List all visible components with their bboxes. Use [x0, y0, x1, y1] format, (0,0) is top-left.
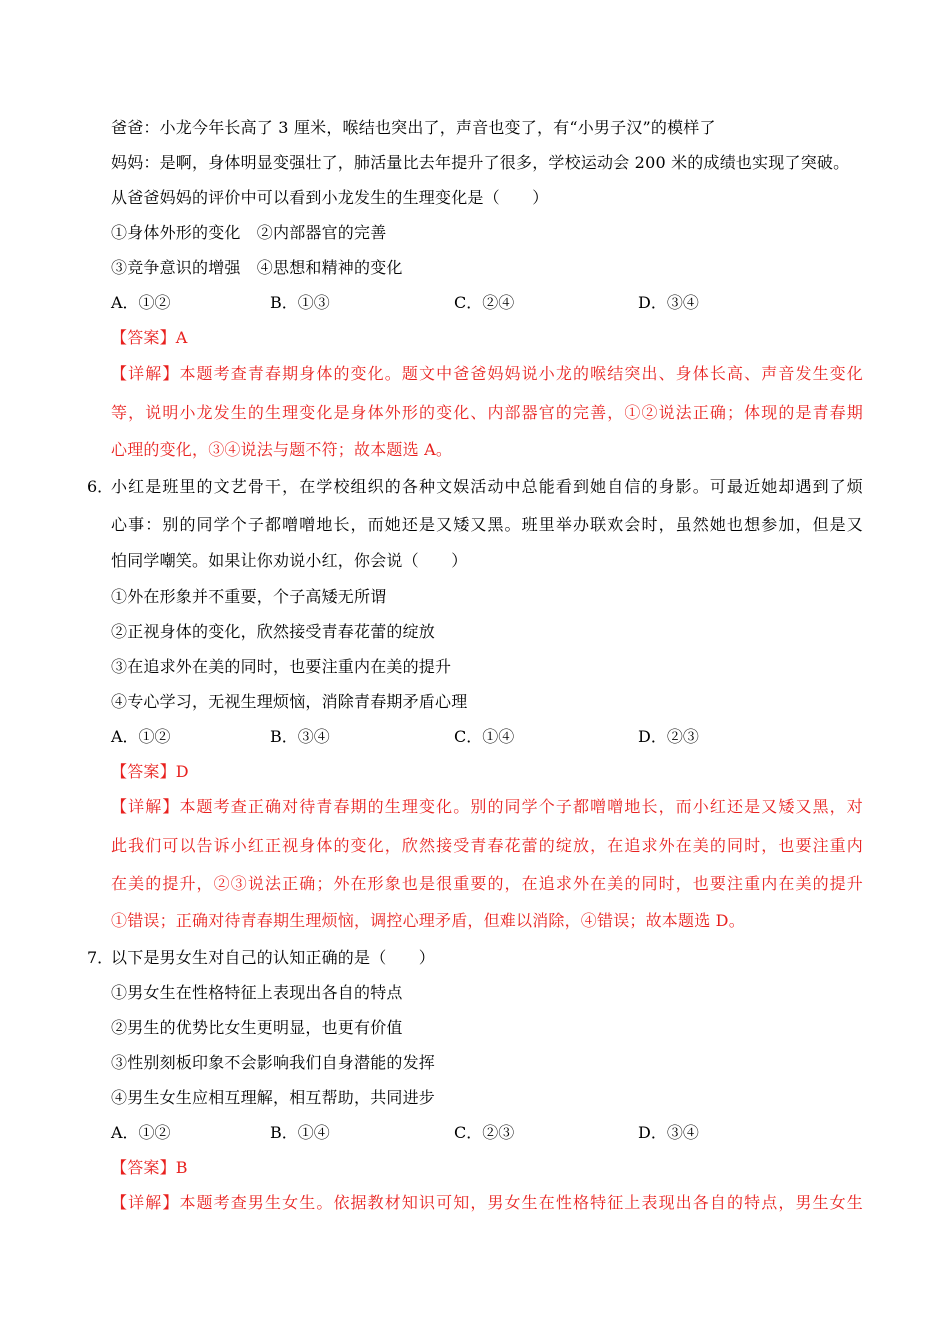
q6-statement-3: ③在追求外在美的同时，也要注重内在美的提升 — [111, 657, 452, 676]
q7-statement-1: ①男女生在性格特征上表现出各自的特点 — [111, 983, 403, 1002]
q6-stem-line-2: 心事：别的同学个子都噌噌地长，而她还是又矮又黑。班里举办联欢会时，虽然她也想参加，但是又 — [111, 515, 863, 534]
q7-answer: 【答案】B — [111, 1158, 188, 1177]
q7-number: 7． — [87, 948, 114, 967]
q7-option-d: D．③④ — [638, 1123, 699, 1142]
q5-explanation-line-2: 等，说明小龙发生的生理变化是身体外形的变化、内部器官的完善，①②说法正确；体现的是青春期 — [111, 403, 863, 422]
q5-statements-3-4: ③竞争意识的增强 ④思想和精神的变化 — [111, 258, 403, 277]
q6-stem-line-3: 怕同学嘲笑。如果让你劝说小红，你会说（ ） — [111, 551, 468, 570]
q5-option-c: C．②④ — [454, 293, 515, 312]
q7-statement-2: ②男生的优势比女生更明显，也更有价值 — [111, 1018, 403, 1037]
q6-answer: 【答案】D — [111, 762, 189, 781]
q6-number: 6． — [87, 477, 114, 496]
q5-option-b: B．①③ — [270, 293, 330, 312]
q6-explanation-line-2: 此我们可以告诉小红正视身体的变化，欣然接受青春花蕾的绽放，在追求外在美的同时，也要注重内 — [111, 836, 863, 855]
q5-explanation-line-3: 心理的变化，③④说法与题不符；故本题选 A。 — [111, 440, 453, 459]
q7-statement-4: ④男生女生应相互理解，相互帮助，共同进步 — [111, 1088, 436, 1107]
q6-statement-1: ①外在形象并不重要，个子高矮无所谓 — [111, 587, 387, 606]
q7-stem: 以下是男女生对自己的认知正确的是（ ） — [111, 948, 436, 967]
q5-option-d: D．③④ — [638, 293, 699, 312]
q7-statement-3: ③性别刻板印象不会影响我们自身潜能的发挥 — [111, 1053, 436, 1072]
q5-statements-1-2: ①身体外形的变化 ②内部器官的完善 — [111, 223, 387, 242]
q6-option-b: B．③④ — [270, 727, 330, 746]
q6-statement-2: ②正视身体的变化，欣然接受青春花蕾的绽放 — [111, 622, 436, 641]
q5-stem: 从爸爸妈妈的评价中可以看到小龙发生的生理变化是（ ） — [111, 188, 549, 207]
q7-explanation-line-1: 【详解】本题考查男生女生。依据教材知识可知，男女生在性格特征上表现出各自的特点，男生女生 — [111, 1193, 863, 1212]
q5-dialogue-father: 爸爸：小龙今年长高了 3 厘米，喉结也突出了，声音也变了，有“小男子汉”的模样了 — [111, 118, 716, 137]
q5-explanation-line-1: 【详解】本题考查青春期身体的变化。题文中爸爸妈妈说小龙的喉结突出、身体长高、声音发生变化 — [111, 364, 863, 383]
q7-option-b: B．①④ — [270, 1123, 330, 1142]
q5-answer: 【答案】A — [111, 328, 188, 347]
q6-option-a: A．①② — [111, 727, 171, 746]
q6-statement-4: ④专心学习，无视生理烦恼，消除青春期矛盾心理 — [111, 692, 468, 711]
q6-stem-line-1: 小红是班里的文艺骨干，在学校组织的各种文娱活动中总能看到她自信的身影。可最近她却遇到了烦 — [111, 477, 863, 496]
q6-explanation-line-3: 在美的提升，②③说法正确；外在形象也是很重要的，在追求外在美的同时，也要注重内在美的提升 — [111, 874, 863, 893]
q6-option-c: C．①④ — [454, 727, 515, 746]
q7-option-c: C．②③ — [454, 1123, 515, 1142]
q7-option-a: A．①② — [111, 1123, 171, 1142]
q5-dialogue-mother: 妈妈：是啊，身体明显变强壮了，肺活量比去年提升了很多，学校运动会 200 米的成绩也实现了突破。 — [111, 153, 850, 172]
q6-explanation-line-1: 【详解】本题考查正确对待青春期的生理变化。别的同学个子都噌噌地长，而小红还是又矮又黑，对 — [111, 797, 863, 816]
q6-explanation-line-4: ①错误；正确对待青春期生理烦恼，调控心理矛盾，但难以消除，④错误；故本题选 D。 — [111, 911, 745, 930]
q6-option-d: D．②③ — [638, 727, 699, 746]
q5-option-a: A．①② — [111, 293, 171, 312]
